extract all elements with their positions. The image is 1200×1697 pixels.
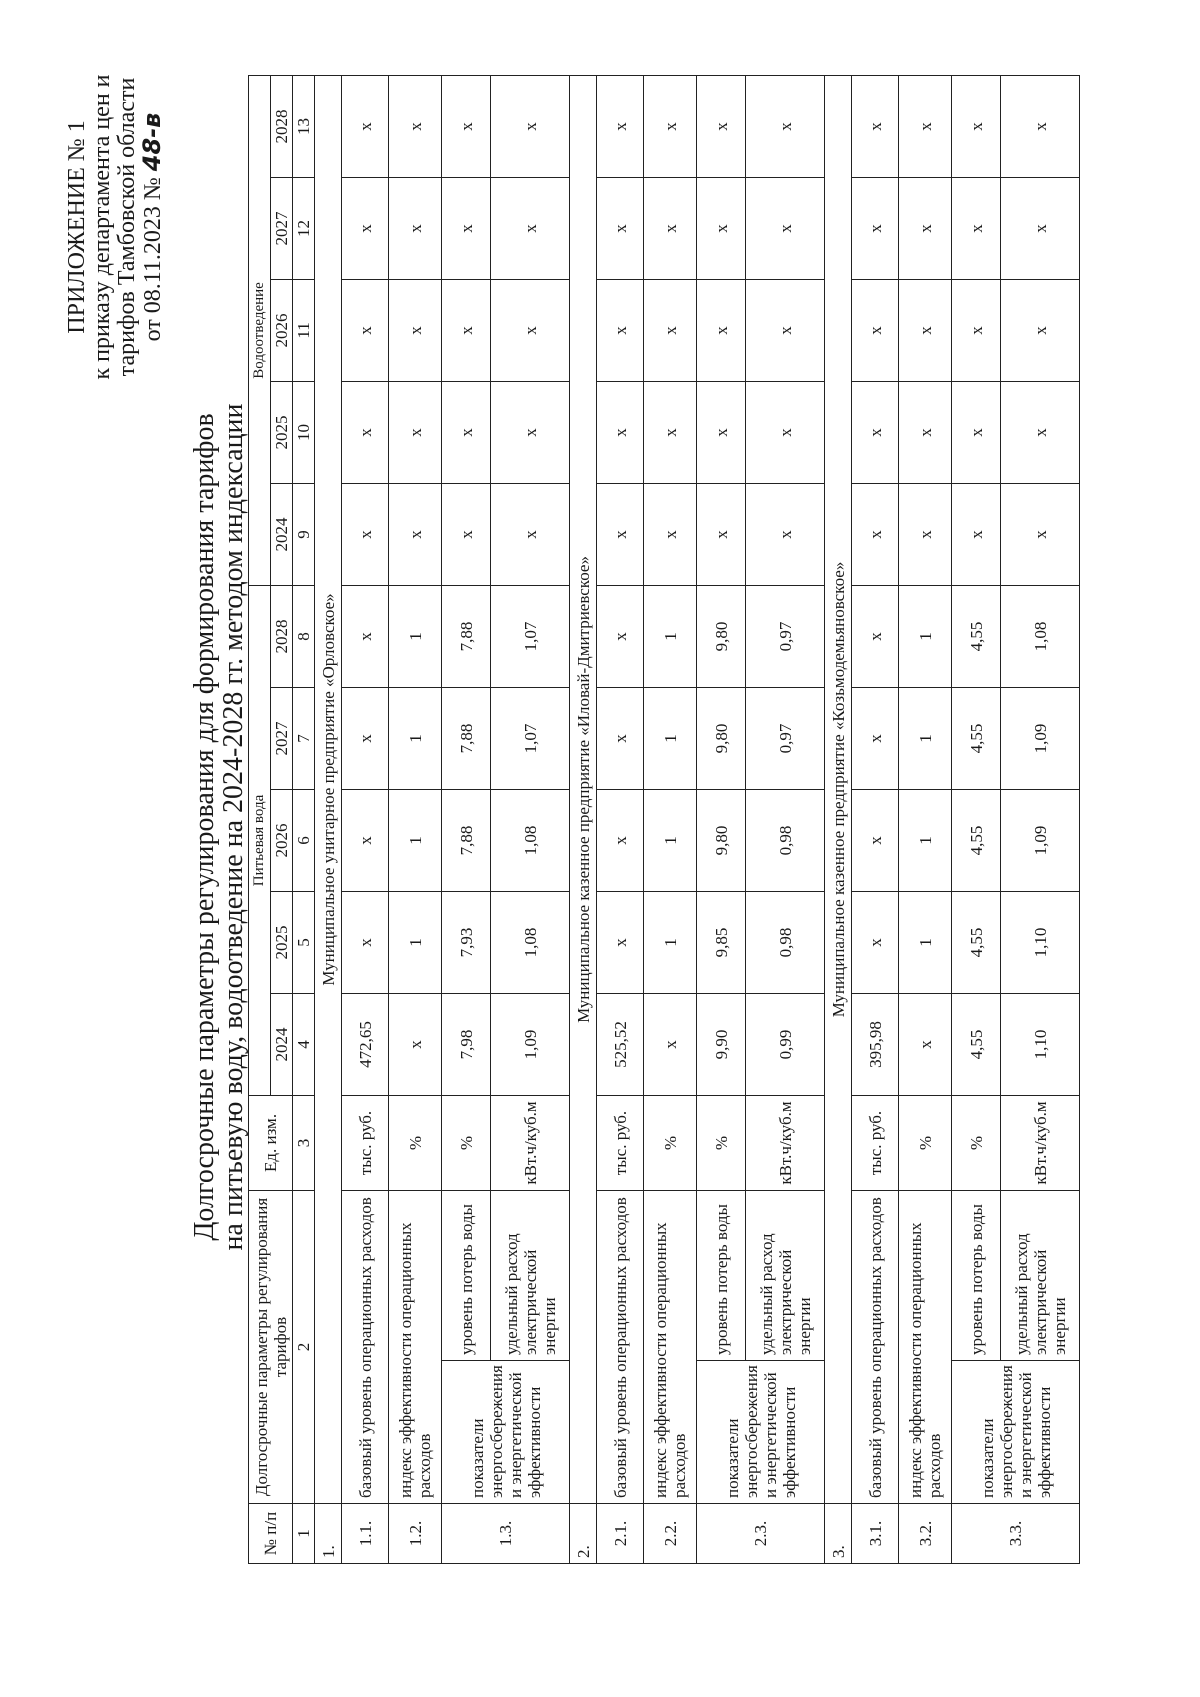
value-cell: 1,08 [491, 789, 570, 891]
value-cell: 1 [389, 687, 442, 789]
value-cell: х [389, 993, 442, 1095]
table-row [597, 75, 644, 1563]
header-year: 2025 [271, 381, 293, 483]
value-cell: 0,97 [746, 687, 825, 789]
row-number: 2.1. [597, 1504, 644, 1564]
value-cell: 4,55 [952, 687, 1001, 789]
header-year: 2024 [271, 993, 293, 1095]
value-cell: 525,52 [597, 993, 644, 1095]
row-number: 3.1. [852, 1504, 899, 1564]
value-cell: х [952, 279, 1001, 381]
header-row [249, 75, 271, 1563]
column-number: 5 [293, 891, 315, 993]
value-cell: х [852, 381, 899, 483]
table-row [852, 75, 899, 1563]
value-cell: х [597, 483, 644, 585]
title-line: Долгосрочные параметры регулирования для формирования тарифов [189, 413, 220, 1241]
unit-cell: % [899, 1095, 952, 1190]
value-cell: х [852, 687, 899, 789]
column-number: 8 [293, 585, 315, 687]
sub-param-name: уровень потерь воды [442, 1190, 491, 1360]
value-cell: 1 [899, 687, 952, 789]
value-cell: х [644, 177, 697, 279]
value-cell: 0,97 [746, 585, 825, 687]
value-cell: х [1001, 483, 1080, 585]
table-row [389, 75, 442, 1563]
value-cell: х [491, 381, 570, 483]
appendix-block [65, 37, 166, 417]
column-number: 11 [293, 279, 315, 381]
value-cell: 1,07 [491, 585, 570, 687]
value-cell: 1 [389, 891, 442, 993]
header-year: 2025 [271, 891, 293, 993]
table-row [746, 75, 825, 1563]
value-cell: 4,55 [952, 993, 1001, 1095]
value-cell: х [491, 279, 570, 381]
value-cell: 1 [899, 891, 952, 993]
value-cell: х [342, 891, 389, 993]
column-number: 3 [293, 1095, 315, 1190]
column-number: 2 [293, 1190, 315, 1503]
value-cell: х [597, 891, 644, 993]
value-cell: х [644, 993, 697, 1095]
value-cell: х [697, 381, 746, 483]
sub-param-name: удельный расход электрической энергии [1001, 1190, 1080, 1360]
value-cell: х [852, 789, 899, 891]
unit-cell: тыс. руб. [597, 1095, 644, 1190]
value-cell: х [442, 483, 491, 585]
table-row [952, 75, 1001, 1563]
sub-param-name: уровень потерь воды [697, 1190, 746, 1360]
column-number: 10 [293, 381, 315, 483]
section-row [825, 75, 852, 1563]
unit-cell: % [952, 1095, 1001, 1190]
value-cell: х [342, 789, 389, 891]
value-cell: 9,90 [697, 993, 746, 1095]
value-cell: х [644, 279, 697, 381]
value-cell: х [389, 177, 442, 279]
value-cell: х [852, 585, 899, 687]
value-cell: х [697, 75, 746, 177]
unit-cell: кВт.ч/куб.м [1001, 1095, 1080, 1190]
row-number: 2.3. [697, 1504, 825, 1564]
column-number: 12 [293, 177, 315, 279]
column-number: 7 [293, 687, 315, 789]
value-cell: х [852, 279, 899, 381]
header-year: 2027 [271, 687, 293, 789]
value-cell: 1,10 [1001, 993, 1080, 1095]
value-cell: 1 [644, 891, 697, 993]
value-cell: 9,80 [697, 789, 746, 891]
param-group: показатели энергосбережения и энергетической эффективности [697, 1361, 825, 1504]
row-number: 1.3. [442, 1504, 570, 1564]
value-cell: 1,07 [491, 687, 570, 789]
value-cell: х [597, 585, 644, 687]
order-date: от 08.11.2023 № [140, 177, 166, 342]
section-number: 1. [315, 1504, 342, 1564]
value-cell: х [746, 483, 825, 585]
value-cell: 7,93 [442, 891, 491, 993]
value-cell: 1 [899, 585, 952, 687]
value-cell: х [1001, 75, 1080, 177]
table-row [899, 75, 952, 1563]
value-cell: х [342, 687, 389, 789]
column-number: 1 [293, 1504, 315, 1564]
value-cell: х [597, 789, 644, 891]
param-name: базовый уровень операционных расходов [342, 1190, 389, 1503]
value-cell: 1 [644, 789, 697, 891]
header-year: 2027 [271, 177, 293, 279]
value-cell: 1,09 [1001, 789, 1080, 891]
value-cell: х [952, 75, 1001, 177]
value-cell: х [597, 381, 644, 483]
section-number: 3. [825, 1504, 852, 1564]
value-cell: х [697, 279, 746, 381]
value-cell: х [342, 381, 389, 483]
value-cell: х [899, 993, 952, 1095]
value-cell: х [899, 483, 952, 585]
value-cell: 1,09 [1001, 687, 1080, 789]
table-row [1001, 75, 1080, 1563]
table-row [342, 75, 389, 1563]
value-cell: 1 [389, 585, 442, 687]
value-cell: х [852, 177, 899, 279]
param-name: базовый уровень операционных расходов [597, 1190, 644, 1503]
row-number: 2.2. [644, 1504, 697, 1564]
value-cell: 0,99 [746, 993, 825, 1095]
column-numbers-row [293, 75, 315, 1563]
value-cell: 395,98 [852, 993, 899, 1095]
value-cell: х [389, 279, 442, 381]
header-year: 2024 [271, 483, 293, 585]
section-title: Муниципальное унитарное предприятие «Орловское» [315, 75, 342, 1503]
column-number: 9 [293, 483, 315, 585]
value-cell: 1 [899, 789, 952, 891]
row-number: 3.2. [899, 1504, 952, 1564]
section-title: Муниципальное казенное предприятие «Иловай-Дмитриевское» [570, 75, 597, 1503]
value-cell: х [1001, 177, 1080, 279]
value-cell: х [442, 75, 491, 177]
table-row [442, 75, 491, 1563]
column-number: 6 [293, 789, 315, 891]
value-cell: х [491, 75, 570, 177]
column-number: 13 [293, 75, 315, 177]
value-cell: х [644, 75, 697, 177]
header-param: Долгосрочные параметры регулирования тарифов [249, 1190, 293, 1503]
value-cell: 1,10 [1001, 891, 1080, 993]
value-cell: х [852, 75, 899, 177]
value-cell: х [442, 279, 491, 381]
value-cell: х [952, 483, 1001, 585]
value-cell: х [746, 177, 825, 279]
appendix-line: тарифов Тамбовской области [114, 77, 140, 377]
value-cell: х [342, 585, 389, 687]
value-cell: х [342, 177, 389, 279]
header-year: 2028 [271, 75, 293, 177]
value-cell: х [597, 177, 644, 279]
appendix-line: к приказу департамента цен и [89, 74, 115, 380]
unit-cell: кВт.ч/куб.м [491, 1095, 570, 1190]
value-cell: х [852, 891, 899, 993]
param-group: показатели энергосбережения и энергетической эффективности [442, 1361, 570, 1504]
unit-cell: % [442, 1095, 491, 1190]
table-row [697, 75, 746, 1563]
value-cell: х [697, 483, 746, 585]
row-number: 1.1. [342, 1504, 389, 1564]
value-cell: х [644, 381, 697, 483]
row-number: 3.3. [952, 1504, 1080, 1564]
value-cell: х [899, 279, 952, 381]
value-cell: 0,98 [746, 891, 825, 993]
unit-cell: % [697, 1095, 746, 1190]
value-cell: х [389, 75, 442, 177]
value-cell: х [952, 381, 1001, 483]
parameters-table [248, 75, 1080, 1564]
section-row [315, 75, 342, 1563]
sub-param-name: удельный расход электрической энергии [746, 1190, 825, 1360]
row-number: 1.2. [389, 1504, 442, 1564]
value-cell: х [746, 75, 825, 177]
value-cell: 1 [644, 687, 697, 789]
value-cell: 7,88 [442, 789, 491, 891]
param-group: показатели энергосбережения и энергетической эффективности [952, 1361, 1080, 1504]
value-cell: 0,98 [746, 789, 825, 891]
param-name: индекс эффективности операционных расходов [389, 1190, 442, 1503]
value-cell: х [644, 483, 697, 585]
table-row [491, 75, 570, 1563]
appendix-order-line [140, 37, 166, 417]
value-cell: х [491, 483, 570, 585]
document-title [190, 317, 248, 1337]
table-row [644, 75, 697, 1563]
value-cell: х [597, 687, 644, 789]
unit-cell: % [389, 1095, 442, 1190]
value-cell: 7,98 [442, 993, 491, 1095]
value-cell: 1,08 [491, 891, 570, 993]
value-cell: х [442, 381, 491, 483]
value-cell: х [491, 177, 570, 279]
value-cell: 9,80 [697, 687, 746, 789]
value-cell: х [746, 381, 825, 483]
column-number: 4 [293, 993, 315, 1095]
value-cell: 7,88 [442, 687, 491, 789]
value-cell: 9,80 [697, 585, 746, 687]
value-cell: х [342, 279, 389, 381]
value-cell: х [389, 381, 442, 483]
section-title: Муниципальное казенное предприятие «Козьмодемьяновское» [825, 75, 852, 1503]
appendix-title: ПРИЛОЖЕНИЕ № 1 [64, 120, 90, 334]
title-line: на питьевую воду, водоотведение на 2024-2028 гг. методом индексации [218, 403, 249, 1251]
unit-cell: тыс. руб. [852, 1095, 899, 1190]
unit-cell: % [644, 1095, 697, 1190]
value-cell: 472,65 [342, 993, 389, 1095]
value-cell: 4,55 [952, 585, 1001, 687]
unit-cell: кВт.ч/куб.м [746, 1095, 825, 1190]
value-cell: х [899, 75, 952, 177]
header-unit: Ед. изм. [249, 1095, 293, 1190]
header-year: 2026 [271, 279, 293, 381]
value-cell: 4,55 [952, 891, 1001, 993]
value-cell: 1 [644, 585, 697, 687]
value-cell: 1 [389, 789, 442, 891]
sub-param-name: уровень потерь воды [952, 1190, 1001, 1360]
unit-cell: тыс. руб. [342, 1095, 389, 1190]
section-number: 2. [570, 1504, 597, 1564]
value-cell: 9,85 [697, 891, 746, 993]
value-cell: х [899, 381, 952, 483]
value-cell: х [597, 279, 644, 381]
sub-param-name: удельный расход электрической энергии [491, 1190, 570, 1360]
header-group-sewer: Водоотведение [249, 75, 271, 585]
section-row [570, 75, 597, 1563]
header-num: № п/п [249, 1504, 293, 1564]
value-cell: х [899, 177, 952, 279]
value-cell: х [442, 177, 491, 279]
header-group-water: Питьевая вода [249, 585, 271, 1095]
param-name: индекс эффективности операционных расходов [899, 1190, 952, 1503]
value-cell: х [952, 177, 1001, 279]
value-cell: 7,88 [442, 585, 491, 687]
value-cell: х [1001, 279, 1080, 381]
value-cell: х [697, 177, 746, 279]
value-cell: 1,08 [1001, 585, 1080, 687]
header-year: 2026 [271, 789, 293, 891]
value-cell: х [597, 75, 644, 177]
value-cell: х [746, 279, 825, 381]
value-cell: х [342, 483, 389, 585]
value-cell: х [852, 483, 899, 585]
value-cell: х [342, 75, 389, 177]
value-cell: х [1001, 381, 1080, 483]
param-name: базовый уровень операционных расходов [852, 1190, 899, 1503]
param-name: индекс эффективности операционных расходов [644, 1190, 697, 1503]
header-year: 2028 [271, 585, 293, 687]
order-number-handwritten: 48-в [138, 112, 166, 172]
value-cell: 1,09 [491, 993, 570, 1095]
value-cell: х [389, 483, 442, 585]
value-cell: 4,55 [952, 789, 1001, 891]
